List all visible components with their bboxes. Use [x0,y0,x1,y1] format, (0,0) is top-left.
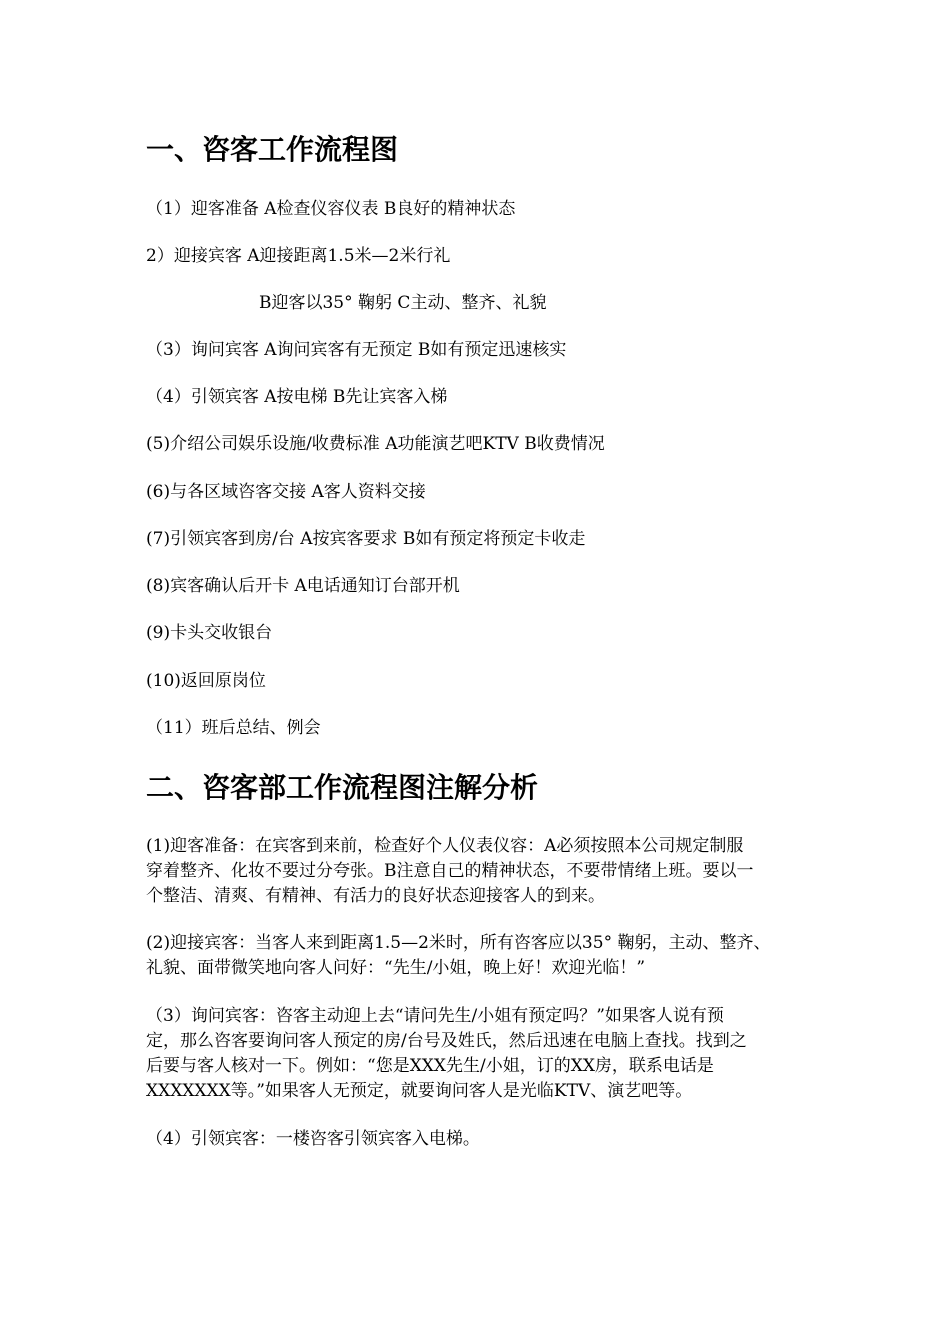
process-step-5: (5)介绍公司娱乐设施/收费标准 A功能演艺吧KTV B收费情况 [146,434,605,454]
paragraph-line: 穿着整齐、化妆不要过分夸张。B注意自己的精神状态，不要带情绪上班。要以一 [146,861,754,881]
process-step-1: （1）迎客准备 A检查仪容仪表 B良好的精神状态 [146,199,516,219]
paragraph-line: (2)迎接宾客：当客人来到距离1.5—2米时，所有咨客应以35° 鞠躬，主动、整齐、 [146,933,771,953]
explanation-paragraph-4 [146,1127,816,1152]
process-step-9: (9)卡头交收银台 [146,623,273,643]
process-step-11: （11）班后总结、例会 [146,718,321,738]
process-step-2-continued: B迎客以35° 鞠躬 C主动、整齐、礼貌 [259,293,547,313]
explanation-paragraph-3 [146,1004,816,1104]
paragraph-line: （4）引领宾客：一楼咨客引领宾客入电梯。 [146,1129,480,1149]
section-1-heading: 一、咨客工作流程图 [146,133,399,166]
explanation-paragraph-2 [146,931,816,981]
paragraph-line: （3）询问宾客：咨客主动迎上去“请问先生/小姐有预定吗？”如果客人说有预 [146,1006,724,1026]
paragraph-line: 后要与客人核对一下。例如：“您是XXX先生/小姐，订的XX房，联系电话是 [146,1056,714,1076]
process-step-3: （3）询问宾客 A询问宾客有无预定 B如有预定迅速核实 [146,340,567,360]
process-step-2: 2）迎接宾客 A迎接距离1.5米—2米行礼 [146,246,451,266]
process-step-6: (6)与各区域咨客交接 A客人资料交接 [146,482,426,502]
process-step-10: (10)返回原岗位 [146,671,266,691]
paragraph-line: 个整洁、清爽、有精神、有活力的良好状态迎接客人的到来。 [146,886,605,906]
explanation-paragraph-1 [146,834,816,909]
paragraph-line: 定，那么咨客要询问客人预定的房/台号及姓氏，然后迅速在电脑上查找。找到之 [146,1031,747,1051]
section-2-heading: 二、咨客部工作流程图注解分析 [146,771,539,804]
process-step-8: (8)宾客确认后开卡 A电话通知订台部开机 [146,576,460,596]
process-step-4: （4）引领宾客 A按电梯 B先让宾客入梯 [146,387,448,407]
paragraph-line: XXXXXXX等。”如果客人无预定，就要询问客人是光临KTV、演艺吧等。 [146,1081,693,1101]
process-step-7: (7)引领宾客到房/台 A按宾客要求 B如有预定将预定卡收走 [146,529,586,549]
paragraph-line: (1)迎客准备：在宾客到来前，检查好个人仪表仪容：A必须按照本公司规定制服 [146,836,744,856]
paragraph-line: 礼貌、面带微笑地向客人问好：“先生/小姐，晚上好！欢迎光临！” [146,958,646,978]
